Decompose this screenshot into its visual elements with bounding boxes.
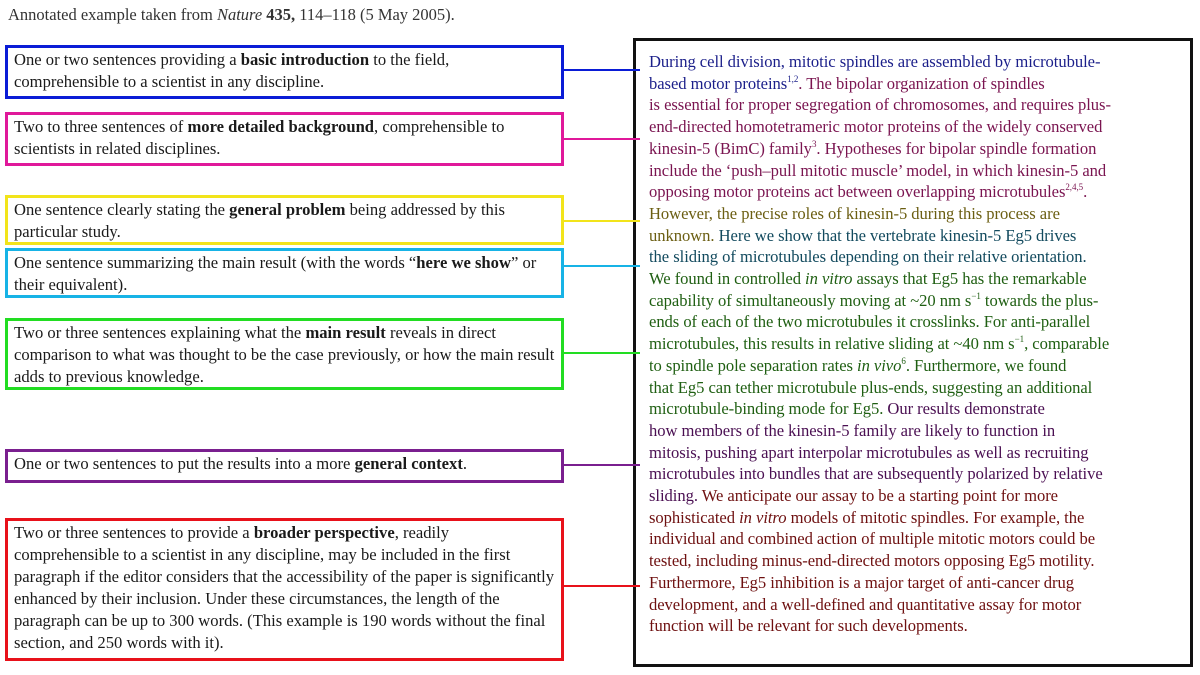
box-keyword: general problem	[229, 200, 346, 219]
abstract-line	[649, 138, 1184, 160]
reference-superscript: −1	[1014, 334, 1025, 345]
box-keyword: main result	[305, 323, 386, 342]
annotation-box-general-problem	[5, 195, 564, 245]
abstract-line	[649, 203, 1184, 225]
abstract-text-segment: function will be relevant for such developments.	[649, 616, 968, 636]
abstract-text-segment: . Hypotheses for bipolar spindle formation	[816, 138, 1097, 158]
abstract-line	[649, 311, 1184, 333]
abstract-line	[649, 442, 1184, 464]
annotation-box-basic-introduction	[5, 45, 564, 99]
volume-number: 435,	[266, 5, 296, 24]
abstract-text-segment: . Furthermore, we found	[905, 355, 1067, 375]
box-text: Two to three sentences of	[14, 117, 188, 136]
box-text: One sentence summarizing the main result (with the words “	[14, 253, 417, 272]
abstract-line	[649, 116, 1184, 138]
abstract-line	[649, 485, 1184, 507]
citation-prefix: Annotated example taken from	[8, 5, 217, 24]
box-text: ” or their equivalent).	[14, 253, 537, 294]
abstract-text-segment: is essential for proper segregation of chromosomes, and requires plus-	[649, 95, 1111, 115]
annotation-box-general-context	[5, 449, 564, 483]
abstract-text-segment: development, and a well-defined and quantitative assay for motor	[649, 594, 1082, 614]
abstract-text-segment: to spindle pole separation rates	[649, 355, 858, 375]
abstract-text-segment: in vitro	[739, 507, 787, 527]
abstract-text-segment: Our results demonstrate	[887, 399, 1045, 419]
abstract-line	[649, 246, 1184, 268]
abstract-line	[649, 333, 1184, 355]
box-keyword: here we show	[416, 253, 511, 272]
journal-name: Nature	[216, 5, 263, 24]
source-citation	[8, 4, 455, 26]
abstract-text-segment: opposing motor proteins act between overlapping microtubules	[649, 182, 1066, 202]
abstract-text-segment: microtubules, this results in relative sliding at ~40 nm s	[649, 334, 1015, 354]
abstract-text-segment: models of mitotic spindles. For example, the	[786, 507, 1085, 527]
abstract-line	[649, 615, 1184, 637]
abstract-line	[649, 507, 1184, 529]
abstract-text-segment: , comparable	[1024, 334, 1110, 354]
box-keyword: general context	[354, 454, 463, 473]
annotation-box-broader-perspective	[5, 518, 564, 661]
annotated-abstract-text	[633, 38, 1193, 667]
abstract-line	[649, 355, 1184, 377]
abstract-text-segment: microtubule-binding mode for Eg5.	[649, 399, 888, 419]
abstract-line	[649, 377, 1184, 399]
abstract-text-segment: ends of each of the two microtubules it crosslinks. For anti-parallel	[649, 312, 1091, 332]
box-text: One or two sentences providing a	[14, 50, 241, 69]
abstract-line	[649, 463, 1184, 485]
abstract-text-segment: towards the plus-	[980, 290, 1099, 310]
box-text: One sentence clearly stating the	[14, 200, 230, 219]
abstract-text-segment: that Eg5 can tether microtubule plus-ends, suggesting an additional	[649, 377, 1093, 397]
annotation-box-main-result	[5, 248, 564, 298]
abstract-text-segment: sliding.	[649, 486, 702, 506]
abstract-line	[649, 181, 1184, 203]
abstract-text-segment: However, the precise roles of kinesin-5 during this process are	[649, 203, 1060, 223]
box-text: , comprehensible to scientists in related disciplines.	[14, 117, 505, 158]
box-keyword: broader perspective	[253, 523, 395, 542]
abstract-line	[649, 51, 1184, 73]
box-keyword: more detailed background	[187, 117, 375, 136]
box-text: , readily comprehensible to a scientist in any discipline, may be included in the first paragraph if the editor considers that the accessibility of the paper is significantly enhanced by their inclusion. Under these circumstances, the length of the paragraph can be up to 300 words. (This example is 190 words without the final section, and 250 words with it).	[14, 523, 555, 652]
reference-superscript: 2,4,5	[1065, 182, 1084, 193]
abstract-text-segment: .	[1083, 182, 1088, 202]
annotation-box-result-reveals	[5, 318, 564, 390]
box-keyword: basic introduction	[240, 50, 370, 69]
abstract-line	[649, 550, 1184, 572]
abstract-line	[649, 398, 1184, 420]
abstract-text-segment: microtubules into bundles that are subsequently polarized by relative	[649, 464, 1103, 484]
abstract-text-segment: Here we show that the vertebrate kinesin-5 Eg5 drives	[718, 225, 1077, 245]
abstract-line	[649, 290, 1184, 312]
abstract-text-segment: unknown.	[649, 225, 719, 245]
reference-superscript: 6	[901, 355, 906, 366]
abstract-text-segment: sophisticated	[649, 507, 740, 527]
abstract-text-segment: individual and combined action of multiple mitotic motors could be	[649, 529, 1096, 549]
abstract-line	[649, 73, 1184, 95]
abstract-line	[649, 225, 1184, 247]
abstract-line	[649, 594, 1184, 616]
box-text: One or two sentences to put the results into a more	[14, 454, 355, 473]
box-text: .	[462, 454, 467, 473]
reference-superscript: 1,2	[787, 73, 799, 84]
box-text: Two or three sentences explaining what the	[14, 323, 306, 342]
abstract-line	[649, 528, 1184, 550]
box-text: reveals in direct comparison to what was thought to be the case previously, or how the main result adds to previous knowledge.	[14, 323, 555, 386]
abstract-line	[649, 420, 1184, 442]
abstract-text-segment: During cell division, mitotic spindles are assembled by microtubule-	[649, 52, 1101, 71]
box-text: to the field, comprehensible to a scientist in any discipline.	[14, 50, 450, 91]
abstract-text-segment: Furthermore, Eg5 inhibition is a major target of anti-cancer drug	[649, 572, 1074, 592]
abstract-text-segment: We anticipate our assay to be a starting point for more	[701, 486, 1058, 506]
abstract-text-segment: in vivo	[857, 355, 902, 375]
box-text: being addressed by this particular study.	[14, 200, 505, 241]
abstract-text-segment: kinesin-5 (BimC) family	[649, 138, 812, 158]
abstract-text-segment: how members of the kinesin-5 family are likely to function in	[649, 420, 1056, 440]
reference-superscript: −1	[971, 290, 981, 301]
abstract-text-segment: mitosis, pushing apart interpolar microtubules as well as recruiting	[649, 442, 1089, 462]
abstract-line	[649, 160, 1184, 182]
citation-rest: 114–118 (5 May 2005).	[295, 5, 455, 24]
abstract-text-segment: based motor proteins	[649, 73, 788, 93]
reference-superscript: 3	[811, 138, 817, 149]
abstract-text-segment: We found in controlled	[649, 269, 806, 289]
abstract-text-segment: capability of simultaneously moving at ~20 nm s	[649, 290, 972, 310]
abstract-line	[649, 268, 1184, 290]
abstract-text-segment: include the ‘push–pull mitotic muscle’ model, in which kinesin-5 and	[649, 160, 1107, 180]
abstract-text-segment: . The bipolar organization of spindles	[798, 73, 1045, 93]
abstract-text-segment: tested, including minus-end-directed motors opposing Eg5 motility.	[649, 551, 1095, 571]
abstract-text-segment: in vitro	[805, 269, 853, 289]
abstract-text-segment: the sliding of microtubules depending on their relative orientation.	[649, 247, 1087, 267]
annotation-box-detailed-background	[5, 112, 564, 166]
box-text: Two or three sentences to provide a	[14, 523, 254, 542]
abstract-line	[649, 94, 1184, 116]
abstract-line	[649, 572, 1184, 594]
abstract-text-segment: assays that Eg5 has the remarkable	[852, 269, 1087, 289]
abstract-text-segment: end-directed homotetrameric motor proteins of the widely conserved	[649, 117, 1103, 137]
